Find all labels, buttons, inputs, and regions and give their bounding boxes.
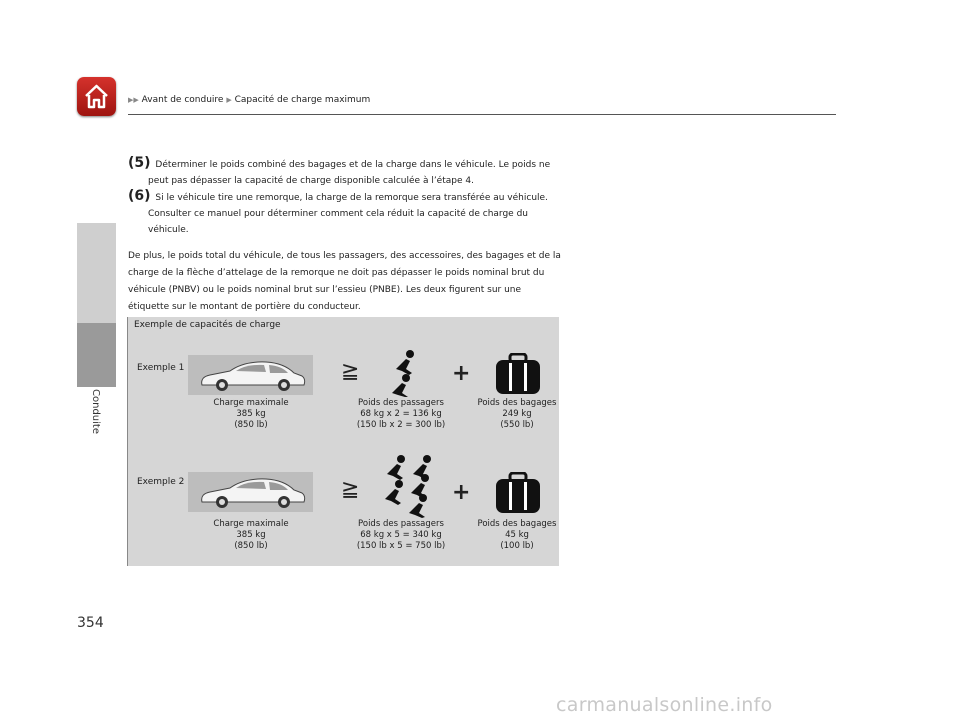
caption-line: 385 kg — [236, 530, 266, 540]
caption-line: 68 kg x 2 = 136 kg — [360, 409, 442, 419]
plus-sign: + — [452, 480, 471, 505]
step-text-line: Si le véhicule tire une remorque, la charge de la remorque sera transférée au véhicule. — [155, 193, 548, 203]
luggage-icon — [495, 472, 541, 514]
step-6 — [128, 188, 568, 238]
caption-line: Poids des passagers — [358, 519, 444, 529]
breadcrumb-arrow-icon: ▶▶ — [128, 96, 139, 104]
caption-line: Poids des passagers — [358, 398, 444, 408]
luggage-weight-caption — [472, 519, 562, 552]
caption-line: 385 kg — [236, 409, 266, 419]
passenger-icons — [390, 349, 422, 397]
car-icon — [188, 472, 313, 512]
paragraph-line: charge de la flèche d’attelage de la remorque ne doit pas dépasser le poids nominal brut du — [128, 268, 545, 278]
home-icon — [83, 83, 110, 110]
passenger-weight-caption — [356, 398, 446, 431]
caption-line: (850 lb) — [234, 541, 268, 551]
car-image — [188, 472, 313, 512]
caption-line: Charge maximale — [213, 519, 289, 529]
step-text-line: véhicule. — [148, 225, 189, 235]
caption-line: 68 kg x 5 = 340 kg — [360, 530, 442, 540]
step-number: (5) — [128, 155, 151, 171]
step-number: (6) — [128, 188, 151, 204]
paragraph-line: véhicule (PNBV) ou le poids nominal brut sur l’essieu (PNBE). Les deux figurent sur une — [128, 285, 522, 295]
passenger-icons — [381, 454, 435, 518]
step-text-line: Consulter ce manuel pour déterminer comment cela réduit la capacité de charge du — [148, 209, 528, 219]
plus-sign: + — [452, 361, 471, 386]
greater-equal-symbol: ≧ — [341, 477, 360, 502]
example-2-label: Exemple 2 — [137, 477, 185, 487]
sidebar-tab-dark[interactable] — [77, 323, 116, 387]
breadcrumb-link-1[interactable]: Avant de conduire — [141, 95, 224, 105]
sidebar-tab-light — [77, 223, 116, 323]
paragraph-line: De plus, le poids total du véhicule, de tous les passagers, des accessoires, des bagages et de la — [128, 251, 561, 261]
caption-line: (100 lb) — [500, 541, 534, 551]
header-divider — [128, 114, 836, 115]
body-paragraph — [128, 248, 568, 316]
caption-line: (850 lb) — [234, 420, 268, 430]
page-number: 354 — [77, 615, 104, 631]
watermark: carmanualsonline.info — [556, 694, 773, 716]
greater-equal-symbol: ≧ — [341, 359, 360, 384]
passenger-weight-caption — [356, 519, 446, 552]
luggage-icon — [495, 353, 541, 395]
luggage-weight-caption — [472, 398, 562, 431]
caption-line: Charge maximale — [213, 398, 289, 408]
sidebar-section-label: Conduite — [90, 389, 101, 434]
caption-line: (550 lb) — [500, 420, 534, 430]
paragraph-line: étiquette sur le montant de portière du conducteur. — [128, 302, 361, 312]
caption-line: (150 lb x 2 = 300 lb) — [356, 420, 446, 430]
breadcrumb-arrow-icon: ▶ — [226, 96, 232, 104]
breadcrumb-current: Capacité de charge maximum — [234, 95, 371, 105]
load-capacity-figure — [127, 317, 559, 566]
step-text-line: Déterminer le poids combiné des bagages et de la charge dans le véhicule. Le poids ne — [155, 160, 551, 170]
figure-title: Exemple de capacités de charge — [134, 320, 281, 330]
caption-line: 45 kg — [505, 530, 529, 540]
caption-line: (150 lb x 5 = 750 lb) — [356, 541, 446, 551]
home-button[interactable] — [77, 77, 116, 116]
step-5 — [128, 155, 568, 189]
car-image — [188, 355, 313, 395]
max-load-caption — [206, 398, 296, 431]
max-load-caption — [206, 519, 296, 552]
breadcrumb — [128, 95, 370, 105]
caption-line: Poids des bagages — [477, 398, 557, 408]
step-text-line: peut pas dépasser la capacité de charge disponible calculée à l’étape 4. — [148, 176, 474, 186]
caption-line: Poids des bagages — [477, 519, 557, 529]
example-1-label: Exemple 1 — [137, 363, 185, 373]
car-icon — [188, 355, 313, 395]
caption-line: 249 kg — [502, 409, 532, 419]
